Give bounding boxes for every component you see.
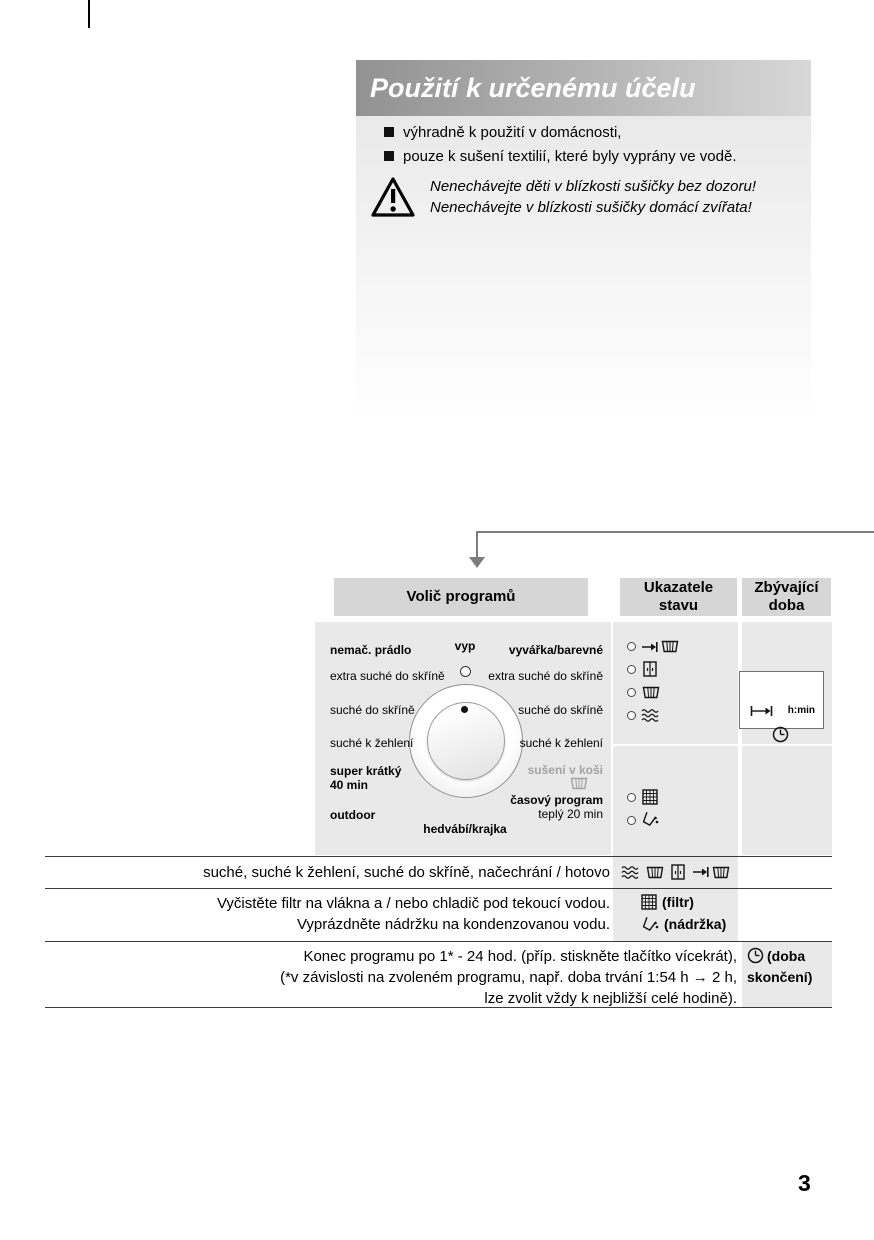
dial-off-label: vyp [454,639,476,653]
filter-label: (filtr) [662,894,694,910]
dry-waves-icon [641,708,659,723]
duration-icon [750,705,774,717]
end-arrow-icon [641,641,658,653]
end-time-row-line: Konec programu po 1* - 24 hod. (příp. stiskněte tlačítko vícekrát), [303,948,737,965]
dial-label-teply-20-min: teplý 20 min [538,807,603,821]
dial-label-super-kratky: super krátký [330,764,402,778]
end-time-label-line2: skončení) [747,969,813,985]
bullet-text: pouze k sušení textilií, které byly vyprány ve vodě. [403,148,737,165]
dial-label-suche-do-skrine-r: suché do skříně [518,703,603,717]
status-led [627,793,636,802]
status-led [627,642,636,651]
bullet-square-icon [384,151,394,161]
cleaning-row-line: Vyprázdněte nádržku na kondenzovanou vodu. [296,916,610,933]
dial-label-suche-k-zehleni: suché k žehlení [330,736,414,750]
warning-text [430,176,756,218]
dial-label-casovy-program: časový program [510,793,603,807]
status-led [627,688,636,697]
bullet-text: výhradně k použití v domácnosti, [403,124,622,141]
dial-label-hedvabi: hedvábí/krajka [423,822,507,836]
status-led [627,816,636,825]
dry-waves-icon [621,865,639,880]
warning-triangle-icon [370,176,416,218]
dial-label-extra-suche: extra suché do skříně [330,669,445,683]
dial-label-suseni-v-kosi: sušení v koši [527,763,603,777]
dial-label-extra-suche-r: extra suché do skříně [488,669,603,683]
time-display [739,671,824,729]
dryness-icons [621,857,730,887]
panel-separator [613,744,832,746]
iron-dry-basket-icon [646,866,664,879]
clock-icon [747,947,764,964]
dial-label-nemac-pradlo: nemač. prádlo [330,643,412,657]
dial-label-suche-do-skrine: suché do skříně [330,703,415,717]
filter-label-group [641,892,694,912]
end-time-row-line: (*v závislosti na zvoleném programu, např. doba trvání 1:54 h → 2 h, [280,969,737,986]
tank-label-group [641,914,726,934]
display-unit-label: h:min [787,705,815,716]
dial-label-40-min: 40 min [330,778,369,792]
section-title: Použití k určenému účelu [370,73,696,103]
page-number: 3 [798,1170,811,1196]
dryness-row-text: suché, suché k žehlení, suché do skříně, načechrání / hotovo [203,864,610,881]
end-time-row-line: lze zvolit vždy k nejbližší celé hodině). [484,990,737,1007]
status-column-header: Ukazatele stavu [620,578,737,616]
basket-icon [712,866,730,879]
warning-line: Nenechávejte děti v blízkosti sušičky bez dozoru! [430,178,756,195]
bullet-square-icon [384,127,394,137]
row-divider [45,941,832,942]
status-led [627,665,636,674]
callout-line [477,531,874,533]
remaining-column-header: Zbývající doba [742,578,831,616]
section-banner [356,60,811,116]
status-led [627,711,636,720]
filter-icon [641,894,657,910]
tank-label: (nádržka) [664,916,727,932]
dial-label-suche-k-zehleni-r: suché k žehlení [519,736,603,750]
row-divider [45,888,832,889]
tank-icon [641,916,659,932]
callout-line [476,531,478,558]
end-time-label-line1: (doba [767,948,806,964]
selector-column-header: Volič programů [334,578,588,616]
end-arrow-icon [692,866,709,878]
dial-label-outdoor: outdoor [330,808,376,822]
basket-drying-icon [570,777,588,790]
callout-arrow-icon [469,557,485,568]
basket-icon [661,640,679,653]
tank-icon [641,811,659,827]
filter-icon [642,789,658,805]
print-edge-mark [88,0,90,28]
dial-label-vyvarka: vyvářka/barevné [508,643,603,657]
cupboard-dry-icon [643,661,657,677]
cleaning-row-line: Vyčistěte filtr na vlákna a / nebo chladič pod tekoucí vodou. [216,895,610,912]
warning-line: Nenechávejte v blízkosti sušičky domácí zvířata! [430,199,752,216]
iron-dry-basket-icon [642,686,660,699]
clock-icon [772,726,789,743]
cupboard-dry-icon [671,864,685,880]
